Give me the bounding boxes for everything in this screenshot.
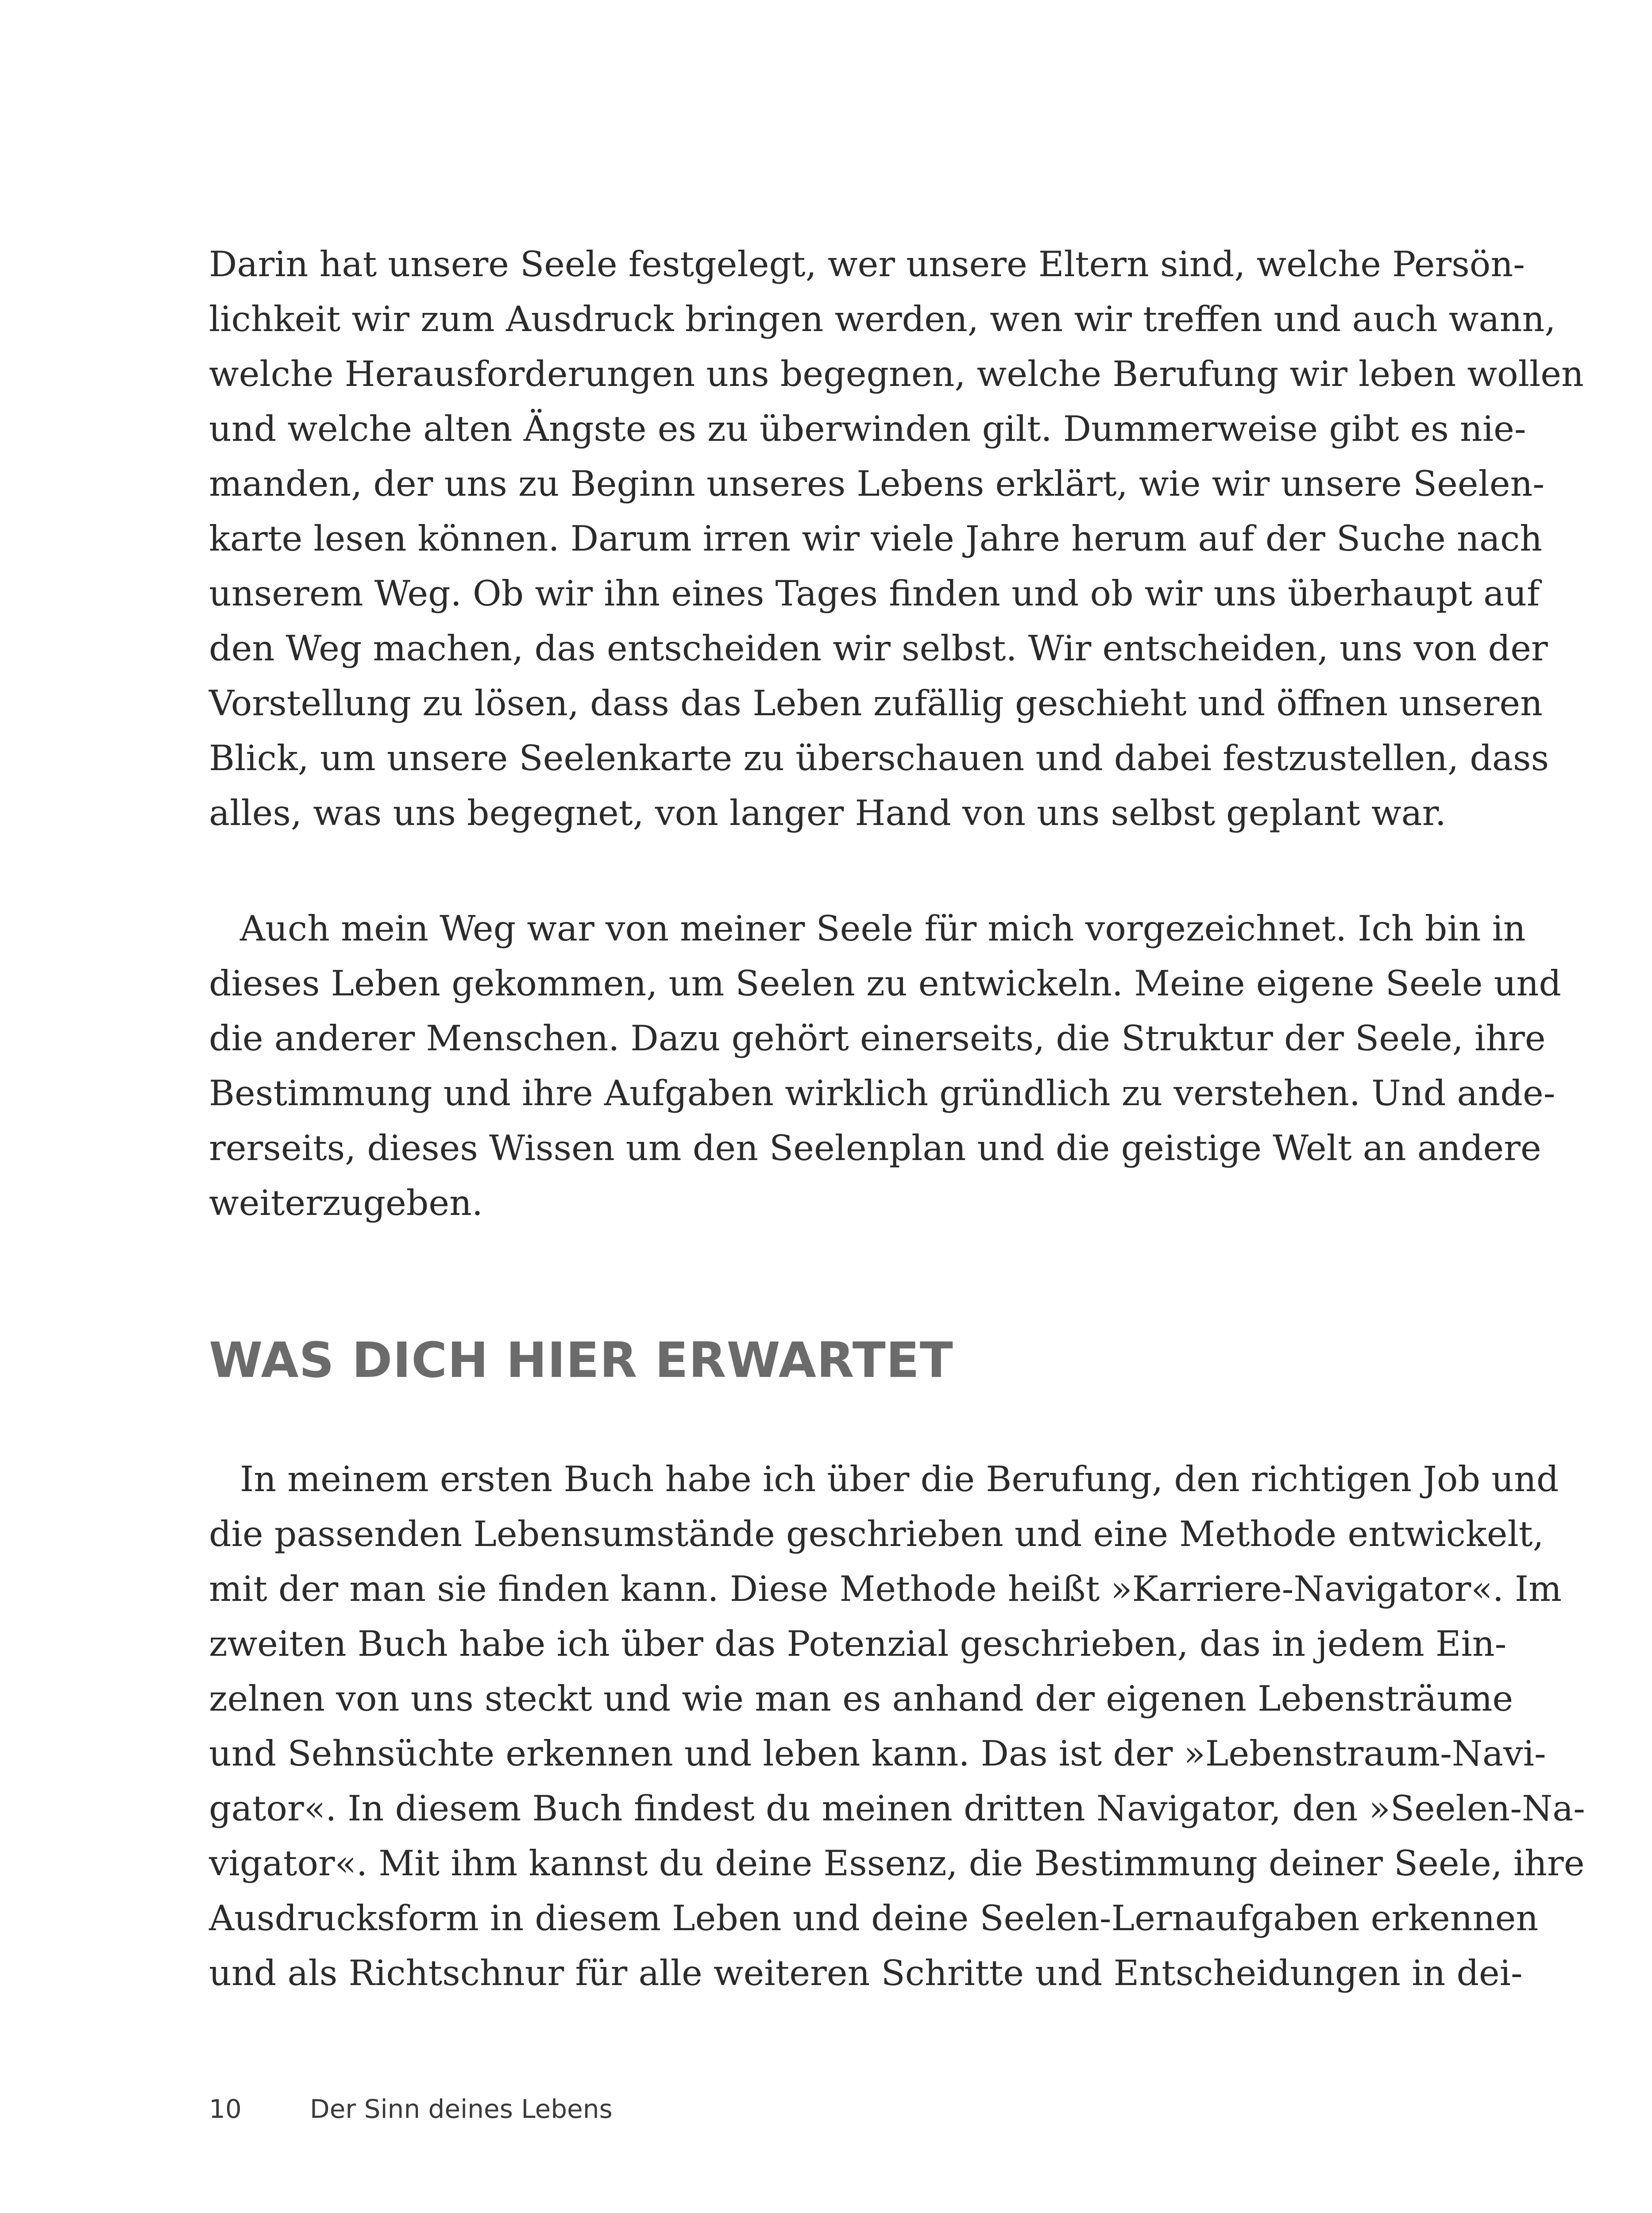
text-line: und Sehnsüchte erkennen und leben kann. Das ist der »Lebenstraum-Navi-	[209, 1733, 1546, 1774]
section-heading: WAS DICH HIER ERWARTET	[209, 1332, 953, 1388]
text-line: und welche alten Ängste es zu überwinden gilt. Dummerweise gibt es nie-	[209, 409, 1526, 449]
text-line: unserem Weg. Ob wir ihn eines Tages finden und ob wir uns überhaupt auf	[209, 573, 1540, 614]
text-line: In meinem ersten Buch habe ich über die Berufung, den richtigen Job und	[240, 1459, 1559, 1500]
text-line: welche Herausforderungen uns begegnen, welche Berufung wir leben wollen	[209, 354, 1584, 394]
text-line: alles, was uns begegnet, von langer Hand von uns selbst geplant war.	[209, 793, 1446, 833]
text-line: Auch mein Weg war von meiner Seele für mich vorgezeichnet. Ich bin in	[240, 908, 1526, 949]
text-line: manden, der uns zu Beginn unseres Lebens erklärt, wie wir unsere Seelen-	[209, 463, 1545, 504]
text-line: karte lesen können. Darum irren wir viele Jahre herum auf der Suche nach	[209, 518, 1543, 559]
text-line: weiterzugeben.	[209, 1183, 483, 1223]
text-line: den Weg machen, das entscheiden wir selbst. Wir entscheiden, uns von der	[209, 628, 1548, 669]
text-line: Darin hat unsere Seele festgelegt, wer unsere Eltern sind, welche Persön-	[209, 244, 1525, 285]
text-line: zweiten Buch habe ich über das Potenzial geschrieben, das in jedem Ein-	[209, 1623, 1507, 1664]
page-number: 10	[209, 2094, 242, 2124]
text-line: rerseits, dieses Wissen um den Seelenplan und die geistige Welt an andere	[209, 1128, 1541, 1168]
text-line: Blick, um unsere Seelenkarte zu überschauen und dabei festzustellen, dass	[209, 738, 1549, 779]
text-line: Vorstellung zu lösen, dass das Leben zufällig geschieht und öffnen unseren	[209, 683, 1543, 724]
text-line: gator«. In diesem Buch findest du meinen dritten Navigator, den »Seelen-Na-	[209, 1788, 1586, 1829]
text-line: zelnen von uns steckt und wie man es anhand der eigenen Lebensträume	[209, 1678, 1513, 1719]
running-footer-title: Der Sinn deines Lebens	[310, 2094, 613, 2124]
text-line: die passenden Lebensumstände geschrieben und eine Methode entwickelt,	[209, 1514, 1544, 1554]
text-line: vigator«. Mit ihm kannst du deine Essenz, die Bestimmung deiner Seele, ihre	[209, 1843, 1585, 1884]
text-line: und als Richtschnur für alle weiteren Schritte und Entscheidungen in dei-	[209, 1953, 1523, 1993]
text-line: Bestimmung und ihre Aufgaben wirklich gründlich zu verstehen. Und ande-	[209, 1073, 1556, 1114]
text-line: die anderer Menschen. Dazu gehört einerseits, die Struktur der Seele, ihre	[209, 1018, 1546, 1059]
text-line: dieses Leben gekommen, um Seelen zu entwickeln. Meine eigene Seele und	[209, 963, 1561, 1004]
text-line: Ausdrucksform in diesem Leben und deine Seelen-Lernaufgaben erkennen	[209, 1898, 1539, 1939]
text-line: mit der man sie finden kann. Diese Methode heißt »Karriere-Navigator«. Im	[209, 1569, 1562, 1609]
text-line: lichkeit wir zum Ausdruck bringen werden, wen wir treffen und auch wann,	[209, 299, 1556, 339]
